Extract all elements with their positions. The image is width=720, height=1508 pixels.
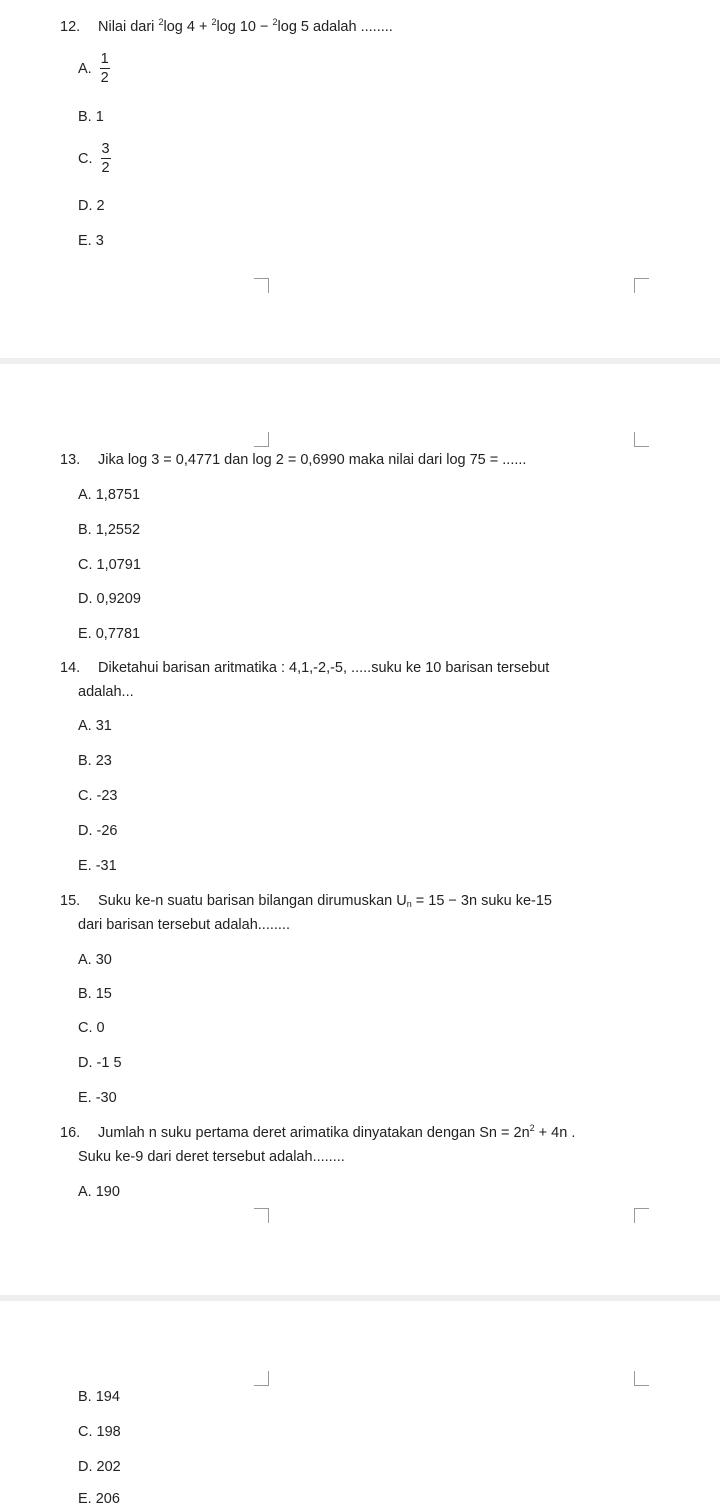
option-d: D. 2 xyxy=(78,198,105,214)
option-c: C. -23 xyxy=(78,788,118,804)
option-e: E. 3 xyxy=(78,233,104,249)
question-15 xyxy=(60,892,552,910)
option-b: B. 23 xyxy=(78,753,112,769)
option-b: B. 1 xyxy=(78,109,104,125)
fraction: $\frac{1}{2}$ xyxy=(100,51,109,86)
question-number: 13. xyxy=(60,452,81,468)
crop-mark xyxy=(254,1208,269,1223)
crop-mark xyxy=(634,278,649,293)
crop-mark xyxy=(254,432,269,447)
option-c: C. $\frac{3}{2}$ xyxy=(78,141,110,176)
option-e: E. -30 xyxy=(78,1090,117,1106)
page-separator xyxy=(0,358,720,364)
option-d: D. 0,9209 xyxy=(78,591,141,607)
crop-mark xyxy=(254,1371,269,1386)
option-e: E. 206 xyxy=(78,1491,120,1507)
option-d: D. -1 5 xyxy=(78,1055,122,1071)
question-text: Nilai dari $^2$log 4 + $^2$log 10 − $^2$log 5 adalah ........ xyxy=(98,17,393,35)
crop-mark xyxy=(634,1371,649,1386)
option-d: D. -26 xyxy=(78,823,118,839)
question-number: 15. xyxy=(60,893,81,909)
fraction: $\frac{3}{2}$ xyxy=(101,141,110,176)
question-text: Jika log 3 = 0,4771 dan log 2 = 0,6990 maka nilai dari log 75 = ...... xyxy=(98,452,527,468)
question-13 xyxy=(60,451,526,469)
option-b: B. 15 xyxy=(78,986,112,1002)
crop-mark xyxy=(254,278,269,293)
question-text-continued: adalah... xyxy=(78,684,134,700)
option-a: A. $\frac{1}{2}$ xyxy=(78,51,109,86)
question-number: 12. xyxy=(60,19,81,35)
question-14 xyxy=(60,659,549,677)
option-c: C. 1,0791 xyxy=(78,557,141,573)
question-text: Suku ke-n suatu barisan bilangan dirumuskan $U_n = 15 - 3n$ suku ke-15 xyxy=(98,893,552,909)
question-12 xyxy=(60,18,393,36)
question-text-continued: dari barisan tersebut adalah........ xyxy=(78,917,290,933)
option-a: A. 30 xyxy=(78,952,112,968)
option-b: B. 1,2552 xyxy=(78,522,141,538)
question-text: Diketahui barisan aritmatika : 4,1,-2,-5, .....suku ke 10 barisan tersebut xyxy=(98,660,550,676)
question-16 xyxy=(60,1124,575,1142)
option-c: C. 0 xyxy=(78,1020,105,1036)
question-number: 16. xyxy=(60,1125,81,1141)
option-a: A. 31 xyxy=(78,718,112,734)
crop-mark xyxy=(634,432,649,447)
question-number: 14. xyxy=(60,660,81,676)
option-e: E. -31 xyxy=(78,858,117,874)
crop-mark xyxy=(634,1208,649,1223)
option-b: B. 194 xyxy=(78,1389,120,1405)
option-d: D. 202 xyxy=(78,1459,121,1475)
option-a: A. 1,8751 xyxy=(78,487,141,503)
option-a: A. 190 xyxy=(78,1184,120,1200)
option-c: C. 198 xyxy=(78,1424,121,1440)
question-text-continued: Suku ke-9 dari deret tersebut adalah........ xyxy=(78,1149,345,1165)
option-e: E. 0,7781 xyxy=(78,626,141,642)
question-text: Jumlah n suku pertama deret arimatika dinyatakan dengan $Sn = 2n^2 + 4n$ . xyxy=(98,1123,576,1141)
page-separator xyxy=(0,1295,720,1301)
